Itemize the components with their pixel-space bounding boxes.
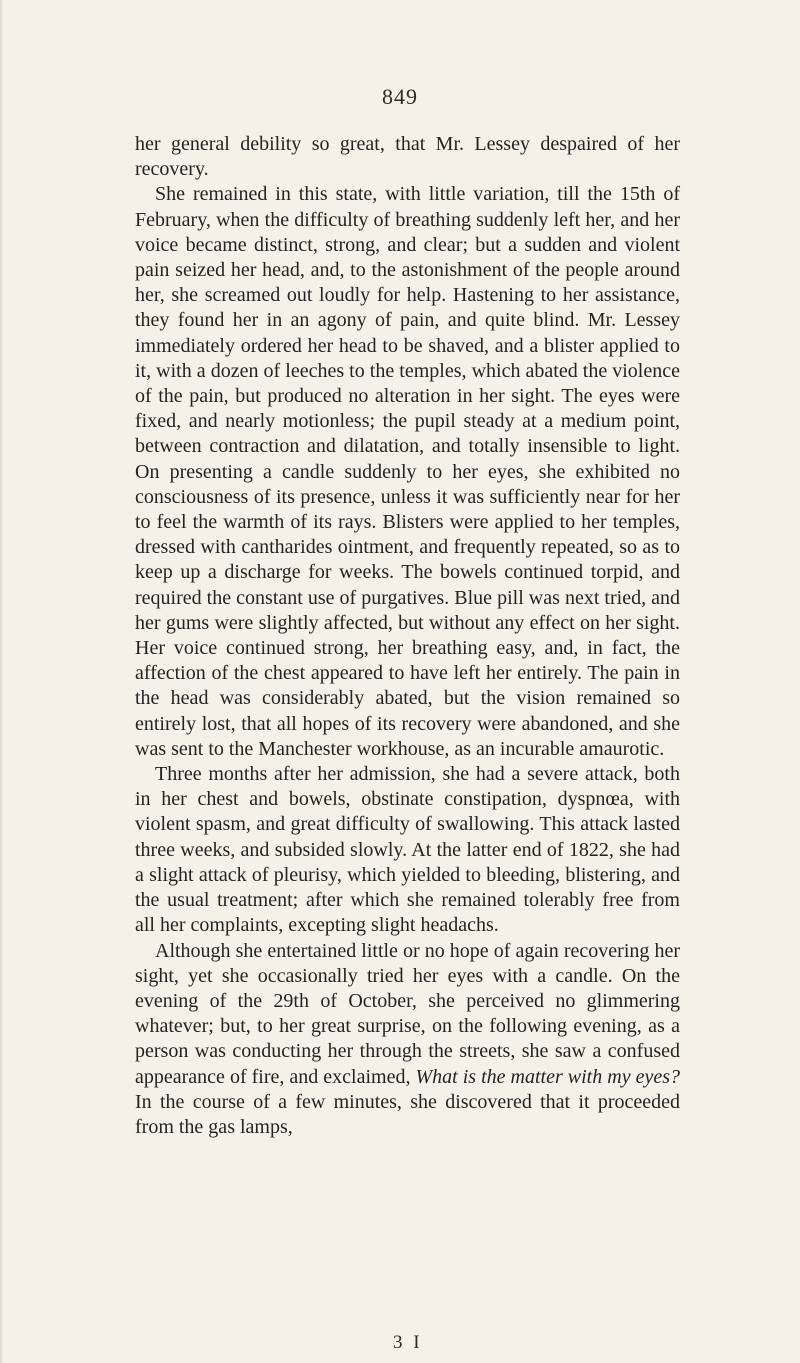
binding-edge [0, 0, 3, 1363]
paragraph-4-text-after: In the course of a few minutes, she discovered that it proceeded from the gas lamps, [135, 1090, 680, 1138]
paragraph-4-emphasis: What is the matter with my eyes? [415, 1065, 681, 1088]
paragraph-1: her general debility so great, that Mr. Lessey despaired of her recovery. [135, 133, 680, 181]
paragraph-2: She remained in this state, with little variation, till the 15th of February, when the difficulty of breathing suddenly left her, and her voice became distinct, strong, and clear; but a sudden and violent pain seized her head, and, to the astonishment of the people around her, she screamed out loudly for help. Hastening to her assistance, they found her in an agony of pain, and quite blind. Mr. Lessey immediately ordered her head to be shaved, and a blister applied to it, with a dozen of leeches to the temples, which abated the violence of the pain, but produced no alteration in her sight. The eyes were fixed, and nearly motionless; the pupil steady at a medium point, between contraction and dilatation, and totally insensible to light. On presenting a candle suddenly to her eyes, she exhibited no consciousness of its presence, unless it was sufficiently near for her to feel the warmth of its rays. Blisters were applied to her temples, dressed with cantharides ointment, and frequently repeated, so as to keep up a discharge for weeks. The bowels continued torpid, and required the constant use of purgatives. Blue pill was next tried, and her gums were slightly affected, but without any effect on her sight. Her voice continued strong, her breathing easy, and, in fact, the affection of the chest appeared to have left her entirely. The pain in the head was considerably abated, but the vision remained so entirely lost, that all hopes of its recovery were abandoned, and she was sent to the Manchester workhouse, as an incurable amaurotic. [135, 183, 680, 760]
paragraph-3: Three months after her admission, she had a severe attack, both in her chest and bowels, obstinate constipation, dyspnœa, with violent spasm, and great difficulty of swallowing. This attack lasted three weeks, and subsided slowly. At the latter end of 1822, she had a slight attack of pleurisy, which yielded to bleeding, blistering, and the usual treatment; after which she remained tolerably free from all her complaints, excepting slight headachs. [135, 763, 680, 937]
paragraph-4 [135, 939, 680, 1141]
signature-mark: 3 I [393, 1332, 423, 1353]
page-number: 849 [382, 84, 418, 109]
paragraph-4-text-before: Although she entertained little or no hope of again recovering her sight, yet she occasionally tried her eyes with a candle. On the evening of the 29th of October, she perceived no glimmering whatever; but, to her great surprise, on the following evening, as a person was conducting her through the streets, she saw a confused appearance of fire, and exclaimed, [135, 939, 680, 1088]
body-text [135, 132, 680, 1140]
